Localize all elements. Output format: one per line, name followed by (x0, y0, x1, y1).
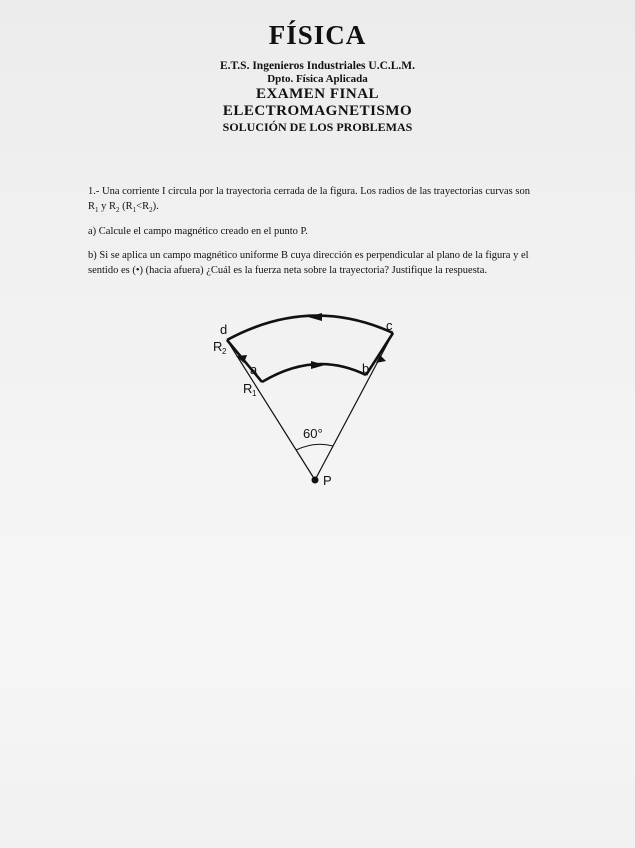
problem-part-a: a) Calcule el campo magnético creado en el punto P. (88, 226, 308, 237)
label-r1: R (243, 381, 253, 396)
exam-subtitle: SOLUCIÓN DE LOS PROBLEMAS (222, 120, 413, 134)
radial-line-right (315, 333, 393, 480)
angle-arc (296, 444, 333, 450)
label-b: b (362, 361, 370, 376)
circuit-diagram (200, 305, 420, 500)
point-p-dot (312, 477, 319, 484)
arrow-inner-arc (311, 361, 325, 369)
label-p: P (323, 473, 332, 488)
page-title: FÍSICA (268, 20, 367, 50)
problem-statement: 1.- Una corriente I circula por la trayectoria cerrada de la figura. Los radios de las trayectorias curvas son $R_1$ y $R_2$ $(R_1<R_2)$. (88, 186, 530, 215)
exam-header (0, 20, 635, 135)
label-c: c (386, 318, 393, 333)
label-r2-sub: 2 (222, 347, 227, 356)
school-name: E.T.S. Ingenieros Industriales U.C.L.M. (219, 60, 416, 72)
segment-b-c (366, 333, 393, 375)
label-r1-sub: 1 (252, 389, 257, 398)
arrow-outer-arc (308, 313, 322, 321)
angle-label: 60° (303, 426, 323, 441)
label-d: d (220, 322, 228, 337)
label-a: a (250, 362, 258, 377)
radial-line-left (227, 340, 315, 480)
outer-arc (227, 316, 393, 340)
exam-name: EXAMEN FINAL (255, 86, 380, 102)
department-name: Dpto. Física Aplicada (267, 73, 368, 85)
label-r2: R (213, 339, 223, 354)
exam-topic: ELECTROMAGNETISMO (222, 103, 413, 119)
problem-part-b: b) Si se aplica un campo magnético uniforme B cuya dirección es perpendicular al plano de la figura y el sentido es (•) (hacia afuera) ¿Cuál es la fuerza neta sobre la trayectoria? Justifique la respuesta. (88, 250, 529, 276)
circuit-figure (200, 305, 420, 500)
